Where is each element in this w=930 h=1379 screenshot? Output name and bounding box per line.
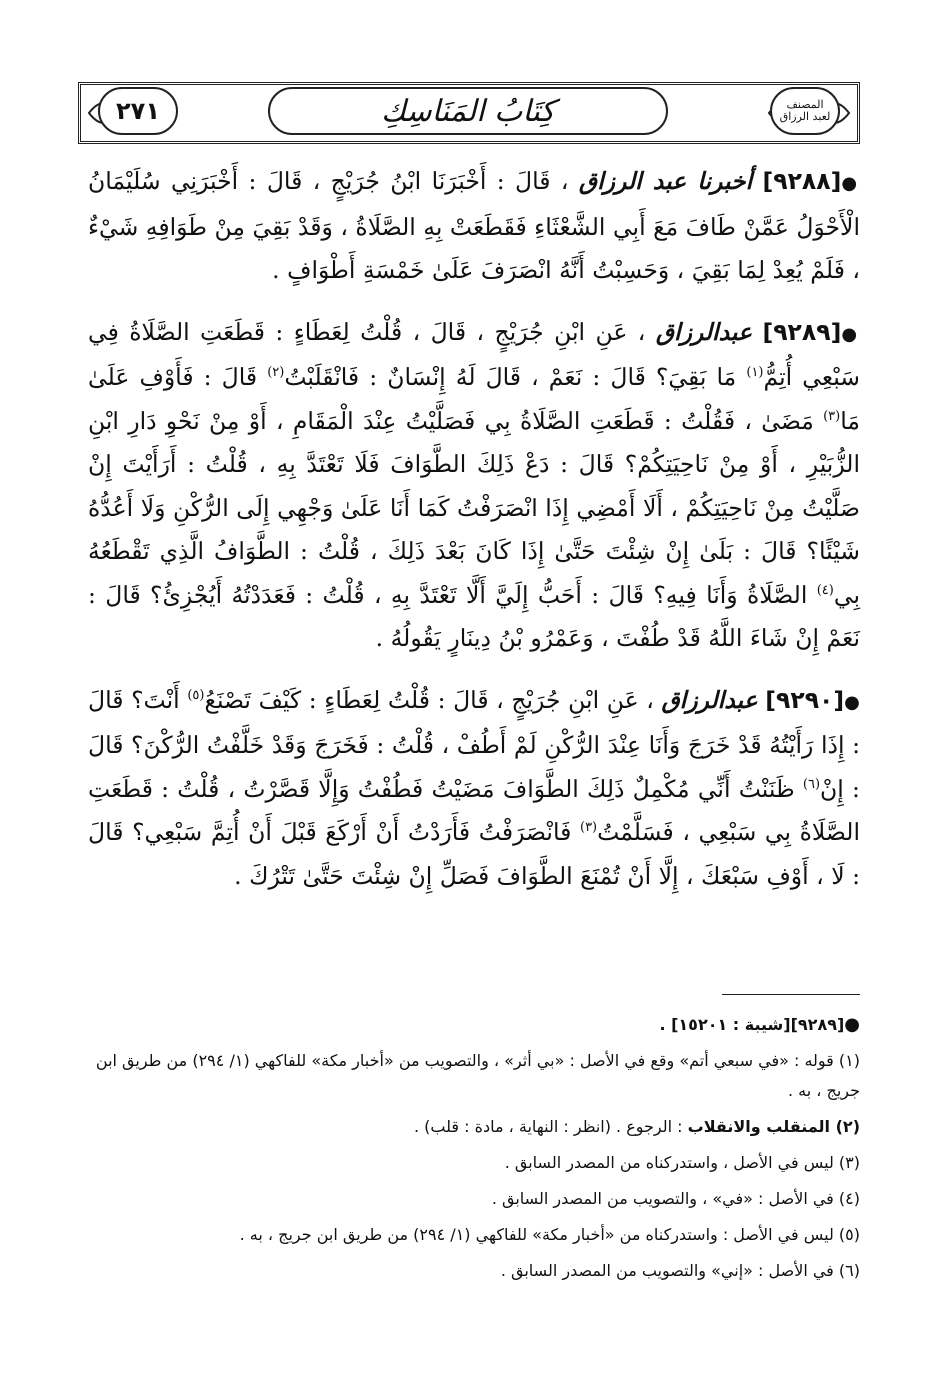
page-number: ٢٧١ <box>116 97 160 125</box>
hadith-text: ، قَالَ : أَخْبَرَنَا ابْنُ جُرَيْجٍ ، قَالَ : أَخْبَرَنِي سُلَيْمَانُ الْأَحْوَلُ عَمَّنْ طَافَ مَعَ أَبِي الشَّعْثَاءِ فَقَطَعَتْ بِهِ الصَّلَاةُ ، وَقَدْ بَقِيَ مِنْ طَوَافِهِ شَيْءٌ ، فَلَمْ يُعِدْ لِمَا بَقِيَ ، وَحَسِبْتُ أَنَّهُ انْصَرَفَ عَلَىٰ خَمْسَةِ أَطْوَافٍ . <box>88 167 860 284</box>
hadith-narrator: أخبرنا عبد الرزاق <box>578 167 753 195</box>
hadith-text: قَالَ : فَأَوْفِ عَلَىٰ مَا <box>88 363 860 435</box>
logo-line-1: المصنف <box>786 98 824 111</box>
footnote-marker[interactable]: (٦) <box>802 776 821 792</box>
source-reference: ●[٩٢٨٩][شيبة : ١٥٢٠١] . <box>659 1014 860 1035</box>
footnote-divider <box>722 994 860 995</box>
bullet-icon: ● <box>844 691 860 713</box>
bullet-icon: ● <box>841 323 860 345</box>
bullet-icon: ● <box>844 1014 860 1035</box>
hadith-narrator: عبدالرزاق <box>655 317 753 346</box>
hadith-text: مَا بَقِيَ؟ قَالَ : نَعَمْ ، قَالَ لَهُ إِنْسَانٌ : فَانْقَلَبْتُ <box>284 363 737 391</box>
footnotes <box>88 1010 860 1292</box>
footnote-marker[interactable]: (٥) <box>187 687 205 703</box>
page-number-cartouche <box>98 87 178 135</box>
hadith-text: ، عَنِ ابْنِ جُرَيْجٍ ، قَالَ ، قُلْتُ لِعَطَاءٍ : قَطَعَتِ الصَّلَاةُ فِي سَبْعِي أُتِمُّ <box>88 317 860 391</box>
footnote-2: (٢) المنقلب والانقلاب : الرجوع . (انظر : النهاية ، مادة : قلب) . <box>413 1117 860 1136</box>
hadith-text: ظَنَنْتُ أَنِّي مُكْمِلٌ ذَلِكَ الطَّوَافَ مَضَيْتُ فَطُفْتُ وَإِلَّا قَصَّرْتُ ، قُلْتُ : قَطَعَتِ الصَّلَاةُ بِي سَبْعِي ، فَسَلَّمْتُ <box>88 774 860 846</box>
bullet-icon: ● <box>841 173 860 194</box>
hadith-number: [٩٢٨٩] <box>762 317 842 346</box>
hadith-text: ، عَنِ ابْنِ جُرَيْجٍ ، قَالَ : قُلْتُ لِعَطَاءٍ : كَيْفَ تَصْنَعُ <box>204 685 654 714</box>
hadith-text: مَضَىٰ ، فَقُلْتُ : قَطَعَتِ الصَّلَاةُ بِي فَصَلَّيْتُ عِنْدَ الْمَقَامِ ، أَوْ مِنْ نَحْوِ دَارِ ابْنِ الزُّبَيْرِ ، أَوْ مِنْ نَاحِيَتِكُمْ؟ قَالَ : دَعْ ذَلِكَ الطَّوَافَ فَلَا تَعْتَدَّ بِهِ ، قُلْتُ : أَرَأَيْتَ إِنْ صَلَّيْتُ مِنْ نَاحِيَتِكُمْ ، أَلَا أَمْضِي إِذَا انْصَرَفْتُ كَمَا أَنَا عَلَىٰ وَجْهِي إِلَى الرُّكْنِ وَلَا أَعُدُّهُ شَيْئًا؟ قَالَ : بَلَىٰ إِنْ شِئْتَ حَتَّىٰ إِذَا كَانَ بَعْدَ ذَلِكَ ، قُلْتُ : الطَّوَافُ الَّذِي تَقْطَعُهُ بِي <box>88 406 860 609</box>
footnote-3: (٣) ليس في الأصل ، واستدركناه من المصدر السابق . <box>504 1153 860 1172</box>
title-cartouche <box>268 87 668 135</box>
hadith-narrator: عبدالرزاق <box>661 685 758 714</box>
footnote-4: (٤) في الأصل : «في» ، والتصويب من المصدر السابق . <box>491 1189 860 1208</box>
hadith-text: أَنْتَ؟ قَالَ : إِذَا رَأَيْتُهُ قَدْ خَرَجَ وَأَنَا عِنْدَ الرُّكْنِ لَمْ أَطُفْ ، قُلْتُ : فَخَرَجَ وَقَدْ خَلَّفْتُ الرُّكْنَ؟ قَالَ : إِنْ <box>88 685 860 803</box>
book-title: كِتَابُ المَنَاسِكِ <box>381 93 555 129</box>
footnote-marker[interactable]: (٤) <box>816 582 834 598</box>
hadith-number: [٩٢٩٠] <box>765 685 845 714</box>
footnote-marker[interactable]: (١) <box>746 365 764 381</box>
footnote-marker[interactable]: (٢) <box>267 365 285 381</box>
main-text <box>88 160 860 916</box>
page-header <box>78 82 860 144</box>
hadith-text: فَانْصَرَفْتُ فَأَرَدْتُ أَنْ أَرْكَعَ قَبْلَ أَنْ أُتِمَّ سَبْعِي؟ قَالَ : لَا ، أَوْفِ سَبْعَكَ ، إِلَّا أَنْ تُمْنَعَ الطَّوَافَ فَصَلِّ إِنْ شِئْتَ حَتَّىٰ تَتْرُكَ . <box>88 818 860 890</box>
hadith-text: الصَّلَاةُ وَأَنَا فِيهِ؟ قَالَ : أَحَبُّ إِلَيَّ أَلَّا تَعْتَدَّ بِهِ ، قُلْتُ : فَعَدَدْتُهُ أَيُجْزِئُ؟ قَالَ : نَعَمْ إِنْ شَاءَ اللَّهُ قَدْ طُفْتَ ، وَعَمْرُو بْنُ دِينَارٍ يَقُولُهُ . <box>88 580 860 652</box>
logo-line-2: لعبد الرزاق <box>779 110 831 123</box>
hadith-9290 <box>88 679 860 899</box>
footnote-marker[interactable]: (٣) <box>579 820 598 836</box>
hadith-9289 <box>88 311 860 661</box>
footnote-5: (٥) ليس في الأصل : واستدركناه من «أخبار مكة» للفاكهي (١/ ٢٩٤) من طريق ابن جريج ، به . <box>239 1225 860 1244</box>
footnote-marker[interactable]: (٣) <box>823 408 841 424</box>
footnote-1: (١) قوله : «في سبعي أتم» وقع في الأصل : «بي أثر» ، والتصويب من «أخبار مكة» للفاكهي (١/ ٢٩٤) من طريق ابن جريج ، به . <box>95 1051 860 1100</box>
hadith-number: [٩٢٨٨] <box>762 167 842 195</box>
hadith-9288 <box>88 160 860 293</box>
series-logo <box>770 87 840 135</box>
footnote-6: (٦) في الأصل : «إني» والتصويب من المصدر السابق . <box>500 1261 860 1280</box>
